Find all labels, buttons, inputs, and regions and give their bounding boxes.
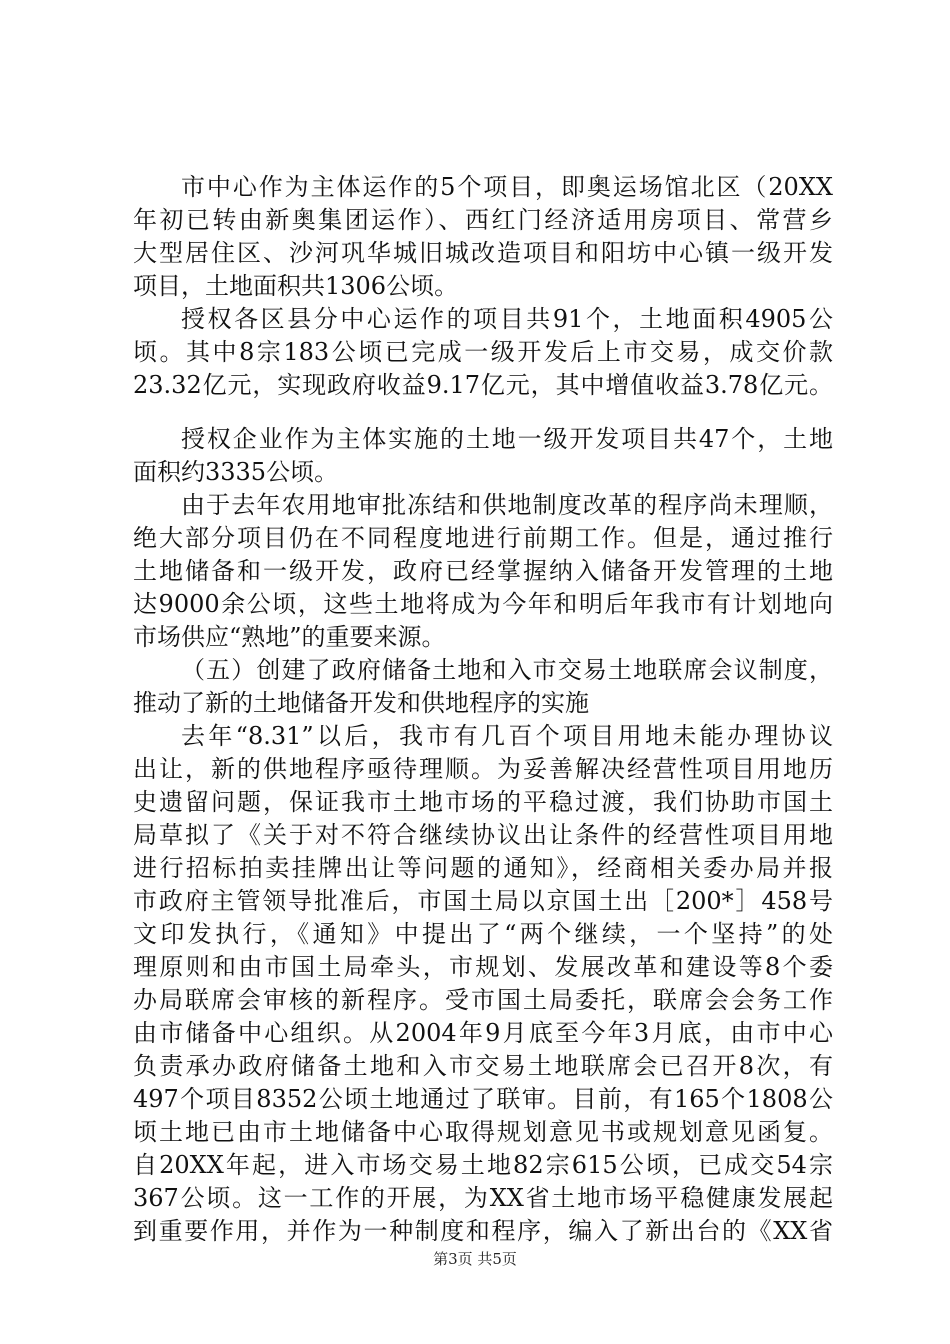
paragraph-5-line-15: 367公顷。这一工作的开展，为XX省土地市场平稳健康发展起 (133, 1184, 833, 1212)
paragraph-4-line-2: 绝大部分项目仍在不同程度地进行前期工作。但是，通过推行 (133, 524, 833, 552)
paragraph-5-line-3: 史遗留问题，保证我市土地市场的平稳过渡，我们协助市国土 (133, 788, 833, 816)
paragraph-5-line-14: 自20XX年起，进入市场交易土地82宗615公顷，已成交54宗 (133, 1151, 833, 1179)
paragraph-5-line-2: 出让，新的供地程序亟待理顺。为妥善解决经营性项目用地历 (133, 755, 833, 783)
paragraph-5-line-4: 局草拟了《关于对不符合继续协议出让条件的经营性项目用地 (133, 821, 833, 849)
paragraph-3-line-1: 授权企业作为主体实施的土地一级开发项目共47个，土地 (181, 425, 833, 453)
paragraph-2-line-1: 授权各区县分中心运作的项目共91个，土地面积4905公 (181, 305, 833, 333)
page-footer: 第3页 共5页 (433, 1250, 517, 1268)
paragraph-1-line-1: 市中心作为主体运作的5个项目，即奥运场馆北区（20XX (181, 173, 833, 201)
paragraph-5-line-16: 到重要作用，并作为一种制度和程序，编入了新出台的《XX省 (133, 1217, 833, 1245)
paragraph-5-line-1: 去年“8.31”以后，我市有几百个项目用地未能办理协议 (181, 722, 833, 750)
paragraph-5-line-13: 顷土地已由市土地储备中心取得规划意见书或规划意见函复。 (133, 1118, 833, 1146)
section-heading-line-2: 推动了新的土地储备开发和供地程序的实施 (133, 689, 589, 717)
paragraph-2-line-3: 23.32亿元，实现政府收益9.17亿元，其中增值收益3.78亿元。 (133, 371, 833, 399)
paragraph-4-line-3: 土地储备和一级开发，政府已经掌握纳入储备开发管理的土地 (133, 557, 833, 585)
paragraph-5-line-9: 办局联席会审核的新程序。受市国土局委托，联席会会务工作 (133, 986, 833, 1014)
paragraph-5-line-11: 负责承办政府储备土地和入市交易土地联席会已召开8次，有 (133, 1052, 833, 1080)
paragraph-5-line-7: 文印发执行，《通知》中提出了“两个继续，一个坚持”的处 (133, 920, 833, 948)
paragraph-1-line-4: 项目，土地面积共1306公顷。 (133, 272, 459, 300)
section-heading-line-1: （五）创建了政府储备土地和入市交易土地联席会议制度， (181, 656, 833, 684)
paragraph-4-line-1: 由于去年农用地审批冻结和供地制度改革的程序尚未理顺， (181, 491, 833, 519)
paragraph-5-line-10: 由市储备中心组织。从2004年9月底至今年3月底，由市中心 (133, 1019, 833, 1047)
paragraph-2-line-2: 顷。其中8宗183公顷已完成一级开发后上市交易，成交价款 (133, 338, 833, 366)
paragraph-3-line-2: 面积约3335公顷。 (133, 458, 339, 486)
paragraph-4-line-5: 市场供应“熟地”的重要来源。 (133, 623, 446, 651)
paragraph-5-line-12: 497个项目8352公顷土地通过了联审。目前，有165个1808公 (133, 1085, 833, 1113)
paragraph-1-line-3: 大型居住区、沙河巩华城旧城改造项目和阳坊中心镇一级开发 (133, 239, 833, 267)
paragraph-1-line-2: 年初已转由新奥集团运作）、西红门经济适用房项目、常营乡 (133, 206, 833, 234)
paragraph-5-line-6: 市政府主管领导批准后，市国土局以京国土出［200*］458号 (133, 887, 833, 915)
paragraph-5-line-5: 进行招标拍卖挂牌出让等问题的通知》，经商相关委办局并报 (133, 854, 833, 882)
paragraph-5-line-8: 理原则和由市国土局牵头，市规划、发展改革和建设等8个委 (133, 953, 833, 981)
paragraph-4-line-4: 达9000余公顷，这些土地将成为今年和明后年我市有计划地向 (133, 590, 833, 618)
